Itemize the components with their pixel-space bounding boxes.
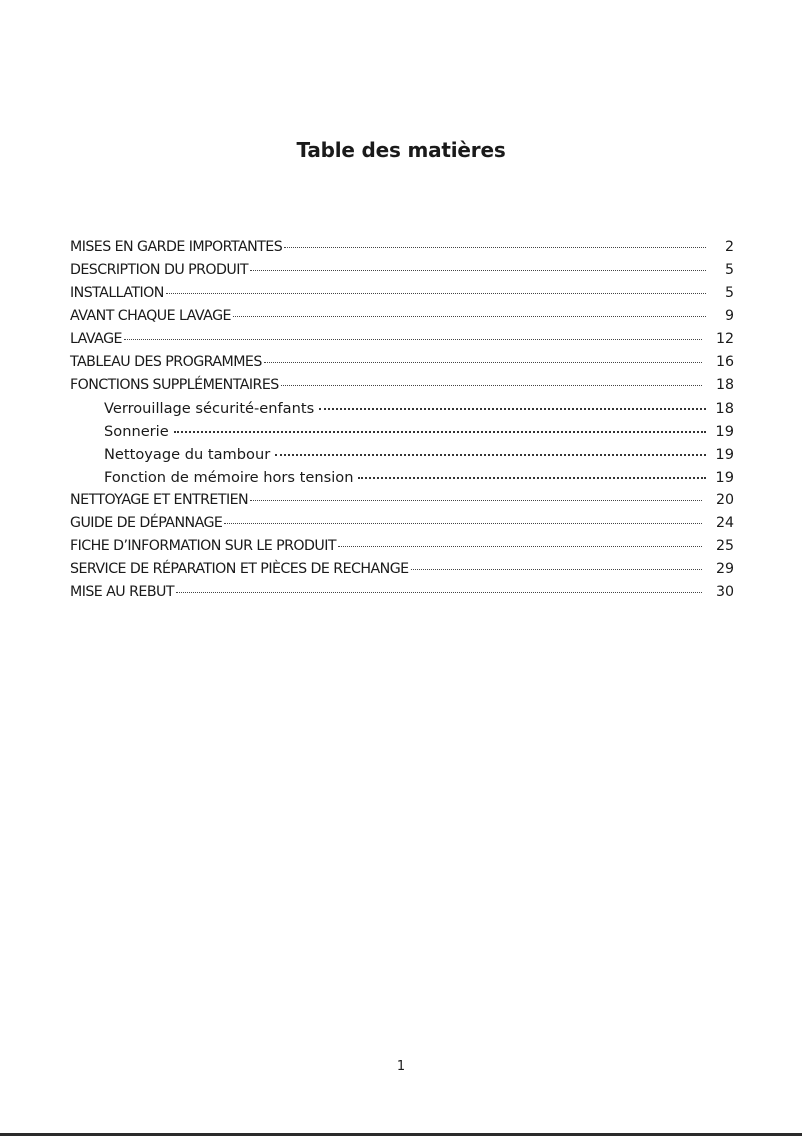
page-number: 1 — [396, 1059, 406, 1074]
toc-entry-label: INSTALLATION — [70, 285, 164, 301]
toc-entry-label: Verrouillage sécurité-enfants — [104, 400, 315, 417]
toc-entry-page: 19 — [715, 446, 734, 463]
toc-entry[interactable] — [70, 512, 734, 535]
toc-subentry[interactable] — [70, 420, 734, 443]
toc-entry-page: 30 — [715, 584, 734, 600]
dot-leader — [250, 270, 706, 271]
toc-entry-label: Sonnerie — [104, 423, 169, 440]
toc-entry-page: 5 — [724, 262, 734, 278]
dot-leader — [338, 546, 702, 547]
toc-entry[interactable] — [70, 282, 734, 305]
toc-entry[interactable] — [70, 374, 734, 397]
toc-entry[interactable] — [70, 328, 734, 351]
toc-entry-label: DESCRIPTION DU PRODUIT — [70, 262, 248, 278]
toc-entry-label: TABLEAU DES PROGRAMMES — [70, 354, 262, 370]
dot-leader — [174, 431, 707, 433]
toc-entry-label: NETTOYAGE ET ENTRETIEN — [70, 492, 249, 508]
toc-entry-page: 18 — [715, 377, 734, 393]
toc-entry-page: 16 — [715, 354, 734, 370]
dot-leader — [319, 408, 706, 410]
toc-entry[interactable] — [70, 489, 734, 512]
dot-leader — [264, 362, 702, 363]
dot-leader — [233, 316, 706, 317]
toc-entry[interactable] — [70, 581, 734, 604]
toc-entry[interactable] — [70, 351, 734, 374]
toc-entry-label: SERVICE DE RÉPARATION ET PIÈCES DE RECHANGE — [70, 561, 409, 577]
toc-entry-page: 25 — [715, 538, 734, 554]
toc-entry[interactable] — [70, 558, 734, 581]
toc-entry-label: MISES EN GARDE IMPORTANTES — [70, 239, 283, 255]
toc-entry-page: 24 — [715, 515, 734, 531]
toc-entry[interactable] — [70, 259, 734, 282]
dot-leader — [250, 500, 702, 501]
table-of-contents — [70, 236, 734, 604]
dot-leader — [176, 592, 702, 593]
toc-entry-label: LAVAGE — [70, 331, 122, 347]
toc-entry-label: GUIDE DE DÉPANNAGE — [70, 515, 223, 531]
toc-entry-page: 19 — [715, 469, 734, 486]
toc-entry-label: Fonction de mémoire hors tension — [104, 469, 354, 486]
toc-entry-page: 5 — [724, 285, 734, 301]
dot-leader — [275, 454, 706, 456]
toc-entry[interactable] — [70, 236, 734, 259]
dot-leader — [358, 477, 706, 479]
dot-leader — [124, 339, 702, 340]
toc-entry-page: 2 — [724, 239, 734, 255]
toc-entry[interactable] — [70, 535, 734, 558]
toc-entry[interactable] — [70, 305, 734, 328]
toc-entry-label: Nettoyage du tambour — [104, 446, 271, 463]
toc-entry-label: FICHE D’INFORMATION SUR LE PRODUIT — [70, 538, 336, 554]
toc-entry-page: 12 — [715, 331, 734, 347]
dot-leader — [284, 247, 706, 248]
dot-leader — [411, 569, 702, 570]
dot-leader — [281, 385, 702, 386]
toc-subentry[interactable] — [70, 466, 734, 489]
toc-entry-page: 19 — [715, 423, 734, 440]
toc-entry-page: 20 — [715, 492, 734, 508]
toc-subentry[interactable] — [70, 443, 734, 466]
page-title: Table des matières — [296, 138, 506, 163]
toc-entry-label: MISE AU REBUT — [70, 584, 174, 600]
toc-entry-page: 29 — [715, 561, 734, 577]
dot-leader — [224, 523, 702, 524]
toc-entry-label: FONCTIONS SUPPLÉMENTAIRES — [70, 377, 279, 393]
toc-entry-page: 9 — [724, 308, 734, 324]
toc-entry-page: 18 — [715, 400, 734, 417]
dot-leader — [166, 293, 706, 294]
toc-subentry[interactable] — [70, 397, 734, 420]
toc-entry-label: AVANT CHAQUE LAVAGE — [70, 308, 231, 324]
